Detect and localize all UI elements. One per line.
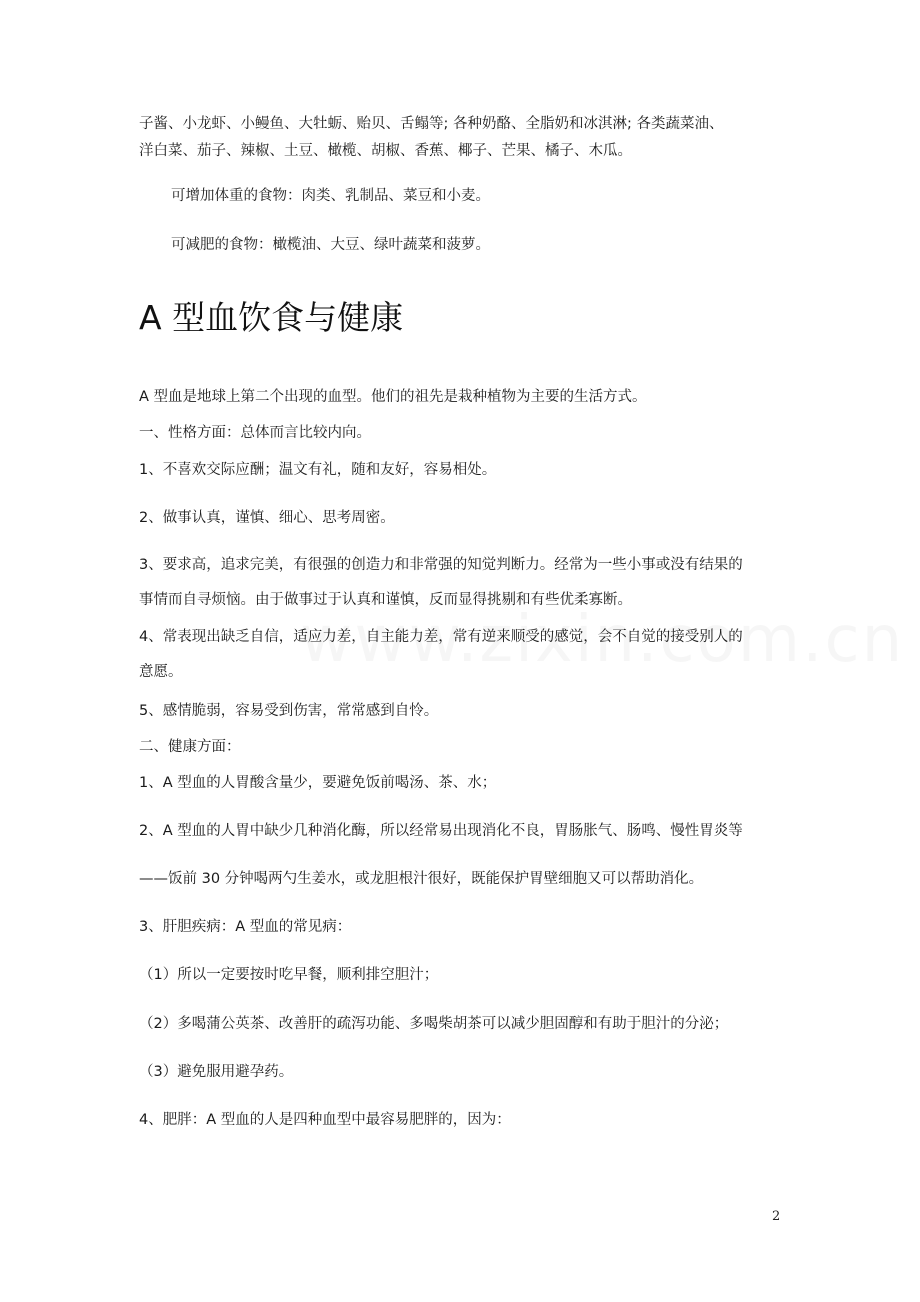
page-number: 2 (772, 1209, 781, 1224)
personality-item-4-line-1: 4、常表现出缺乏自信，适应力差，自主能力差，常有逆来顺受的感觉，会不自觉的接受别人的 (139, 629, 743, 645)
health-item-3-sub-1: （1）所以一定要按时吃早餐，顺利排空胆汁； (139, 967, 439, 983)
personality-item-3-line-1: 3、要求高，追求完美，有很强的创造力和非常强的知觉判断力。经常为一些小事或没有结果的 (139, 557, 743, 573)
health-item-3-sub-2: （2）多喝蒲公英茶、改善肝的疏泻功能、多喝柴胡茶可以减少胆固醇和有助于胆汁的分泌； (139, 1016, 729, 1032)
health-item-3: 3、肝胆疾病：A 型血的常见病： (139, 919, 352, 935)
personality-title: 一、性格方面：总体而言比较内向。 (139, 425, 371, 441)
section-heading: A 型血饮食与健康 (139, 298, 404, 337)
health-title: 二、健康方面： (139, 739, 241, 755)
food-list-line-1: 子酱、小龙虾、小鳗鱼、大牡蛎、贻贝、舌鳎等; 各种奶酪、全脂奶和冰淇淋; 各类蔬菜油、 (139, 116, 724, 132)
food-list-line-2: 洋白菜、茄子、辣椒、土豆、橄榄、胡椒、香蕉、椰子、芒果、橘子、木瓜。 (139, 143, 632, 159)
personality-item-2: 2、做事认真，谨慎、细心、思考周密。 (139, 510, 395, 526)
health-item-2-line-2: ——饭前 30 分钟喝两勺生姜水，或龙胆根汁很好，既能保护胃壁细胞又可以帮助消化。 (139, 871, 704, 887)
health-item-4: 4、肥胖：A 型血的人是四种血型中最容易肥胖的，因为： (139, 1112, 511, 1128)
personality-item-1: 1、不喜欢交际应酬；温文有礼，随和友好，容易相处。 (139, 462, 497, 478)
personality-item-3-line-2: 事情而自寻烦恼。由于做事过于认真和谨慎，反而显得挑剔和有些优柔寡断。 (139, 592, 632, 608)
weight-loss-foods: 可减肥的食物：橄榄油、大豆、绿叶蔬菜和菠萝。 (171, 237, 490, 253)
health-item-3-sub-3: （3）避免服用避孕药。 (139, 1064, 294, 1080)
personality-item-5: 5、感情脆弱，容易受到伤害，常常感到自怜。 (139, 703, 439, 719)
intro-paragraph: A 型血是地球上第二个出现的血型。他们的祖先是栽种植物为主要的生活方式。 (139, 389, 647, 405)
personality-item-4-line-2: 意愿。 (139, 664, 183, 680)
weight-gain-foods: 可增加体重的食物：肉类、乳制品、菜豆和小麦。 (171, 188, 490, 204)
health-item-2-line-1: 2、A 型血的人胃中缺少几种消化酶，所以经常易出现消化不良，胃肠胀气、肠鸣、慢性胃炎等 (139, 823, 743, 839)
health-item-1: 1、A 型血的人胃酸含量少，要避免饭前喝汤、茶、水； (139, 775, 497, 791)
